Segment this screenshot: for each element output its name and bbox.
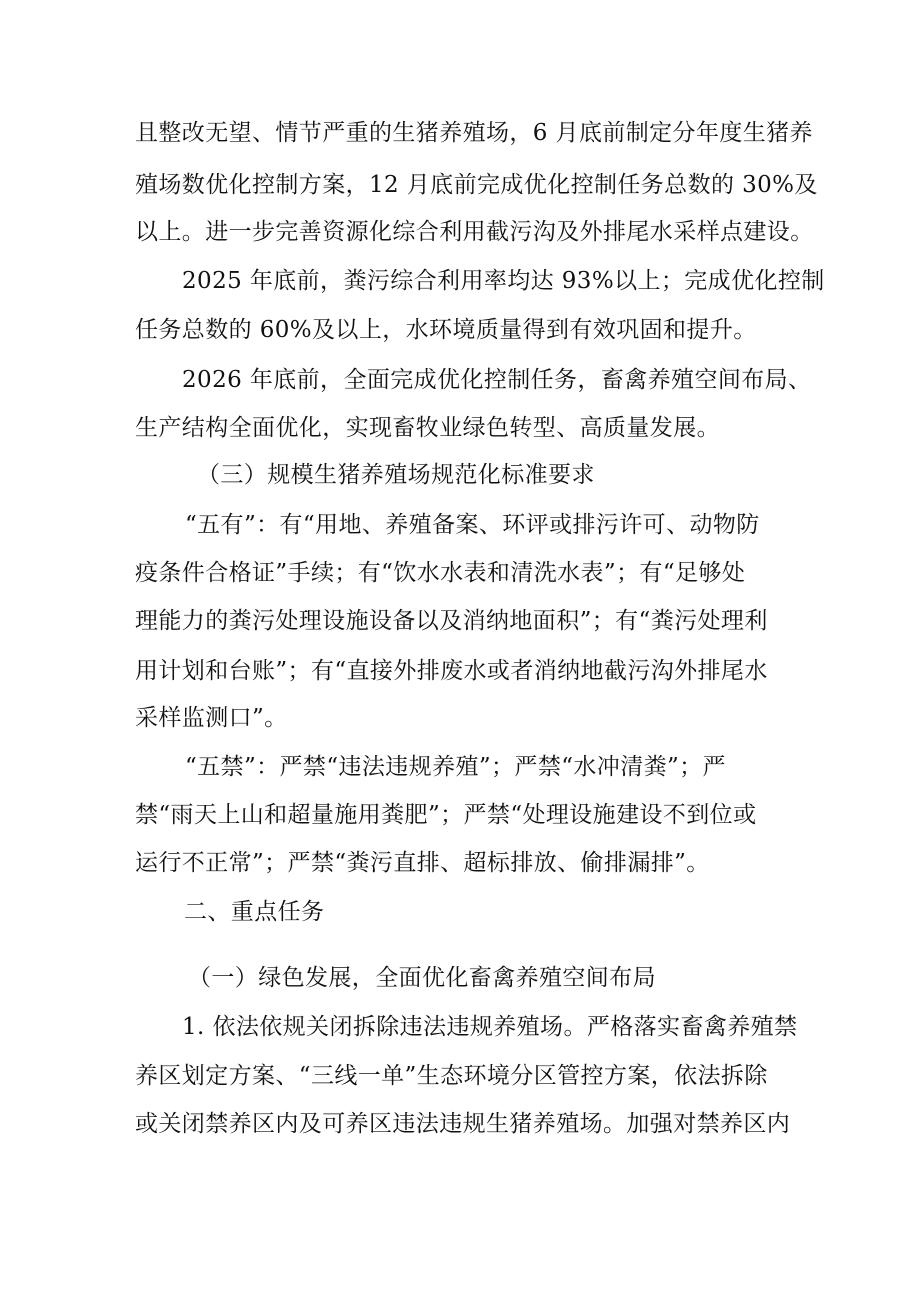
paragraph-line: 且整改无望、情节严重的生猪养殖场，6 月底前制定分年度生猪养	[135, 120, 813, 146]
paragraph-line: 理能力的粪污处理设施设备以及消纳地面积”；有“粪污处理利	[135, 608, 768, 634]
paragraph-line: 2026 年底前，全面完成优化控制任务，畜禽养殖空间布局、	[182, 367, 812, 393]
paragraph-line: 用计划和台账”；有“直接外排废水或者消纳地截污沟外排尾水	[135, 658, 768, 684]
section-heading: （三）规模生猪养殖场规范化标准要求	[197, 462, 595, 488]
paragraph-line: “五禁”：严禁“违法违规养殖”；严禁“水冲清粪”；严	[185, 754, 726, 780]
paragraph-line: 1. 依法依规关闭拆除违法违规养殖场。严格落实畜禽养殖禁	[182, 1014, 798, 1040]
paragraph-line: 生产结构全面优化，实现畜牧业绿色转型、高质量发展。	[135, 415, 720, 441]
paragraph-line: 运行不正常”；严禁“粪污直排、超标排放、偷排漏排”。	[135, 850, 710, 876]
paragraph-line: 疫条件合格证”手续；有“饮水水表和清洗水表”；有“足够处	[135, 560, 746, 586]
paragraph-line: 禁“雨天上山和超量施用粪肥”；严禁“处理设施建设不到位或	[135, 802, 757, 828]
paragraph-line: “五有”：有“用地、养殖备案、环评或排污许可、动物防	[185, 512, 760, 538]
paragraph-line: 养区划定方案、“三线一单”生态环境分区管控方案，依法拆除	[135, 1063, 768, 1089]
section-heading: 二、重点任务	[184, 899, 325, 925]
paragraph-line: 以上。进一步完善资源化综合利用截污沟及外排尾水采样点建设。	[135, 219, 814, 245]
paragraph-line: 殖场数优化控制方案，12 月底前完成优化控制任务总数的 30%及	[135, 172, 818, 198]
paragraph-line: 2025 年底前，粪污综合利用率均达 93%以上；完成优化控制	[182, 268, 825, 294]
paragraph-line: 任务总数的 60%及以上，水环境质量得到有效巩固和提升。	[135, 317, 757, 343]
paragraph-line: 采样监测口”。	[135, 705, 288, 731]
section-heading: （一）绿色发展，全面优化畜禽养殖空间布局	[188, 965, 656, 991]
paragraph-line: 或关闭禁养区内及可养区违法违规生猪养殖场。加强对禁养区内	[135, 1111, 791, 1137]
